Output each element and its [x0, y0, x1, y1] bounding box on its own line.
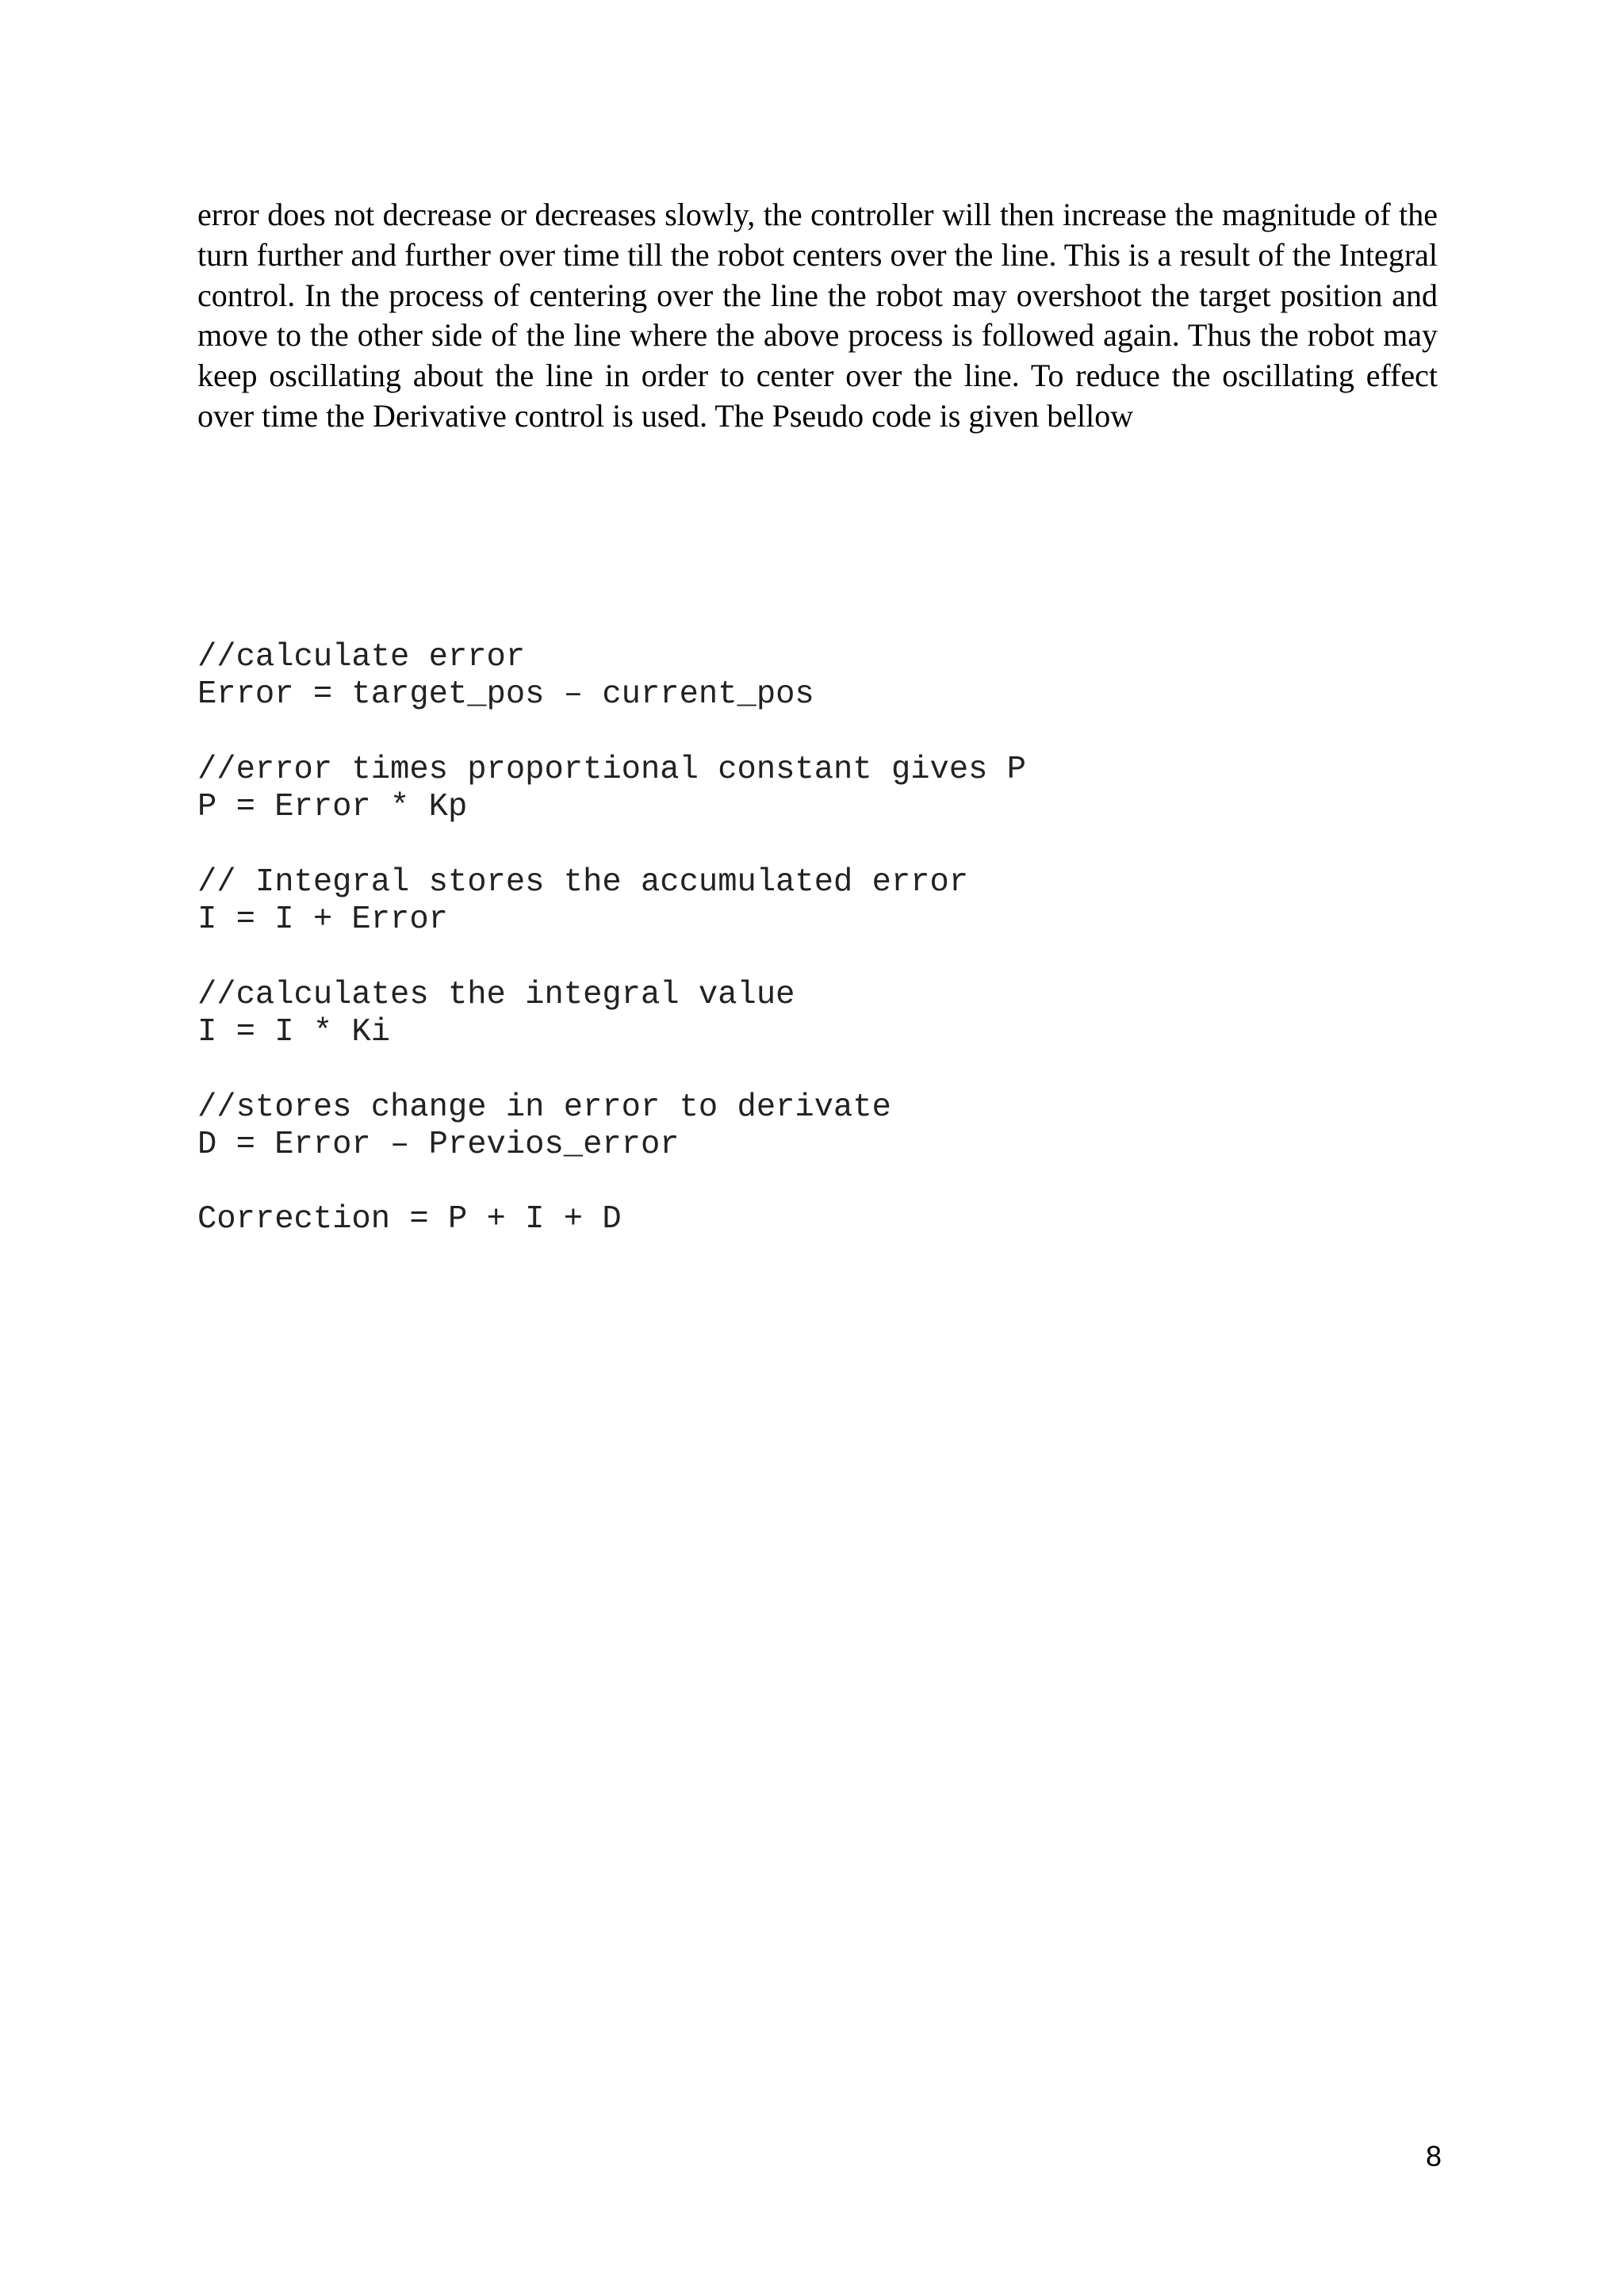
pseudo-code-block — [197, 639, 1438, 1239]
code-line-integral-accumulate: I = I + Error — [197, 901, 448, 939]
body-paragraph: error does not decrease or decreases slowly, the controller will then increase the magnitude of the turn further and further over time till the robot centers over the line. This is a result of the Integral control. In the process of centering over the line the robot may overshoot the target position and move to the other side of the line where the above process is followed again. Thus the robot may keep oscillating about the line in order to center over the line. To reduce the oscillating effect over time the Derivative control is used. The Pseudo code is given bellow — [197, 197, 1438, 434]
code-blank-line — [197, 826, 1438, 863]
code-comment-integral-store: // Integral stores the accumulated error — [197, 863, 969, 901]
code-line-correction: Correction = P + I + D — [197, 1201, 622, 1238]
code-line-error: Error = target_pos – current_pos — [197, 676, 814, 714]
code-line-integral-scale: I = I * Ki — [197, 1013, 391, 1050]
code-blank-line — [197, 1164, 1438, 1201]
page-number: 8 — [1425, 2140, 1442, 2172]
code-comment-calculate-error: //calculate error — [197, 639, 526, 675]
code-comment-integral-value: //calculates the integral value — [197, 976, 795, 1013]
code-line-p: P = Error * Kp — [197, 789, 468, 826]
code-comment-derivative: //stores change in error to derivate — [197, 1089, 891, 1126]
code-blank-line — [197, 939, 1438, 976]
code-blank-line — [197, 1051, 1438, 1089]
code-line-d: D = Error – Previos_error — [197, 1126, 680, 1163]
code-blank-line — [197, 714, 1438, 752]
code-comment-proportional: //error times proportional constant gives P — [197, 751, 1027, 788]
